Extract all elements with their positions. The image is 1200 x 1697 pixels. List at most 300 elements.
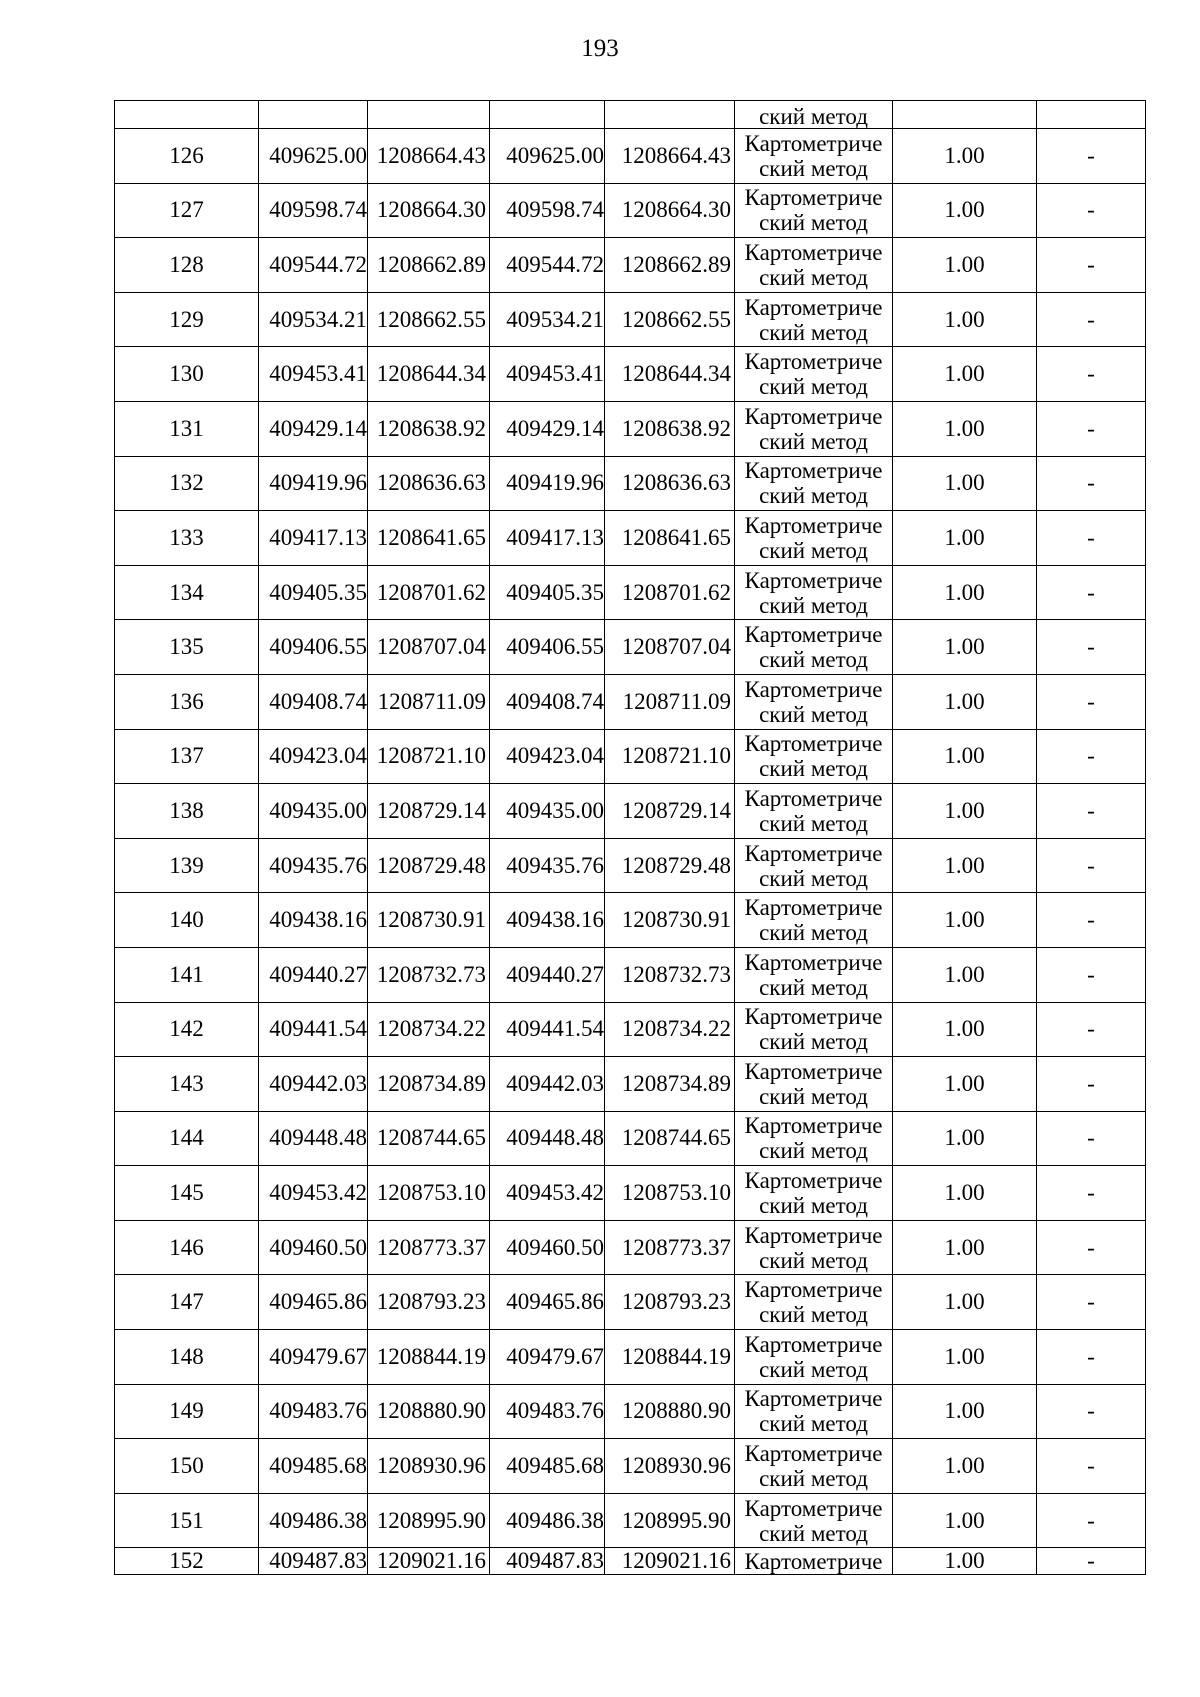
table-row (115, 620, 1146, 675)
point-number-cell: 151 (115, 1493, 259, 1548)
x-coordinate-cell: 409405.35 (490, 565, 605, 620)
method-cell (735, 1493, 893, 1548)
x-coordinate-cell: 409408.74 (259, 674, 368, 729)
accuracy-cell: 1.00 (893, 1220, 1037, 1275)
method-cell (735, 1548, 893, 1575)
point-number-cell: 127 (115, 183, 259, 238)
method-cell (735, 838, 893, 893)
y-coordinate-cell: 1208641.65 (605, 511, 735, 566)
y-coordinate-cell: 1208930.96 (605, 1439, 735, 1494)
table-row (115, 565, 1146, 620)
method-line-2: ский метод (759, 756, 868, 782)
y-coordinate-cell: 1208701.62 (605, 565, 735, 620)
method-cell (735, 292, 893, 347)
method-line-2: ский метод (759, 974, 868, 1000)
y-coordinate-cell: 1208793.23 (368, 1275, 490, 1330)
y-coordinate-cell: 1208732.73 (368, 947, 490, 1002)
x-coordinate-cell: 409405.35 (259, 565, 368, 620)
y-coordinate-cell: 1208664.43 (605, 129, 735, 184)
method-line-2: ский метод (759, 483, 868, 509)
note-cell: - (1037, 1384, 1146, 1439)
note-cell: - (1037, 347, 1146, 402)
point-number-cell: 140 (115, 893, 259, 948)
y-coordinate-cell: 1208721.10 (368, 729, 490, 784)
cell-empty (259, 101, 368, 129)
accuracy-cell: 1.00 (893, 292, 1037, 347)
method-line-2: ский метод (759, 810, 868, 836)
method-line-2: ский метод (759, 1083, 868, 1109)
x-coordinate-cell: 409487.83 (259, 1548, 368, 1575)
x-coordinate-cell: 409479.67 (259, 1330, 368, 1385)
method-line-2: ский метод (759, 701, 868, 727)
method-line-2: ский метод (759, 1466, 868, 1492)
method-cell (735, 1002, 893, 1057)
x-coordinate-cell: 409441.54 (259, 1002, 368, 1057)
accuracy-cell: 1.00 (893, 893, 1037, 948)
point-number-cell: 152 (115, 1548, 259, 1575)
cell-empty (893, 101, 1037, 129)
note-cell: - (1037, 784, 1146, 839)
method-line-1: Картометриче (744, 130, 883, 156)
x-coordinate-cell: 409544.72 (259, 238, 368, 293)
y-coordinate-cell: 1208734.89 (368, 1057, 490, 1112)
x-coordinate-cell: 409465.86 (490, 1275, 605, 1330)
x-coordinate-cell: 409479.67 (490, 1330, 605, 1385)
x-coordinate-cell: 409441.54 (490, 1002, 605, 1057)
cell-empty (368, 101, 490, 129)
x-coordinate-cell: 409417.13 (259, 511, 368, 566)
point-number-cell: 130 (115, 347, 259, 402)
x-coordinate-cell: 409453.41 (259, 347, 368, 402)
method-line-1: Картометриче (744, 895, 883, 921)
method-cell (735, 565, 893, 620)
cell-empty (605, 101, 735, 129)
accuracy-cell: 1.00 (893, 347, 1037, 402)
method-line-1: Картометриче (744, 785, 883, 811)
y-coordinate-cell: 1208773.37 (368, 1220, 490, 1275)
accuracy-cell: 1.00 (893, 1384, 1037, 1439)
note-cell: - (1037, 1002, 1146, 1057)
method-line-2: ский метод (759, 374, 868, 400)
y-coordinate-cell: 1208711.09 (605, 674, 735, 729)
method-line-1: Картометриче (744, 1441, 883, 1467)
x-coordinate-cell: 409435.76 (490, 838, 605, 893)
y-coordinate-cell: 1208662.55 (605, 292, 735, 347)
note-cell: - (1037, 1493, 1146, 1548)
cell-empty (490, 101, 605, 129)
note-cell: - (1037, 893, 1146, 948)
method-line-1: Картометриче (744, 1168, 883, 1194)
method-cell (735, 129, 893, 184)
table-row (115, 511, 1146, 566)
method-cell (735, 511, 893, 566)
method-cell (735, 674, 893, 729)
method-cell (735, 1111, 893, 1166)
accuracy-cell: 1.00 (893, 1002, 1037, 1057)
point-number-cell: 138 (115, 784, 259, 839)
table-row (115, 1548, 1146, 1575)
accuracy-cell: 1.00 (893, 238, 1037, 293)
y-coordinate-cell: 1208730.91 (368, 893, 490, 948)
note-cell: - (1037, 1275, 1146, 1330)
method-line-1: Картометриче (744, 1058, 883, 1084)
table-row (115, 1330, 1146, 1385)
point-number-cell: 129 (115, 292, 259, 347)
point-number-cell: 148 (115, 1330, 259, 1385)
method-line-1: Картометриче (744, 1222, 883, 1248)
note-cell: - (1037, 401, 1146, 456)
method-cell (735, 101, 893, 129)
note-cell: - (1037, 838, 1146, 893)
method-line-1: Картометриче (744, 1277, 883, 1303)
x-coordinate-cell: 409453.42 (490, 1166, 605, 1221)
method-line-1: Картометриче (744, 1113, 883, 1139)
y-coordinate-cell: 1208773.37 (605, 1220, 735, 1275)
accuracy-cell: 1.00 (893, 1166, 1037, 1221)
point-number-cell: 150 (115, 1439, 259, 1494)
method-cell (735, 1384, 893, 1439)
table-row (115, 1002, 1146, 1057)
y-coordinate-cell: 1208753.10 (605, 1166, 735, 1221)
point-number-cell: 126 (115, 129, 259, 184)
accuracy-cell: 1.00 (893, 456, 1037, 511)
method-cell (735, 1275, 893, 1330)
y-coordinate-cell: 1208644.34 (368, 347, 490, 402)
y-coordinate-cell: 1208734.89 (605, 1057, 735, 1112)
method-cell (735, 1220, 893, 1275)
note-cell: - (1037, 1057, 1146, 1112)
x-coordinate-cell: 409417.13 (490, 511, 605, 566)
x-coordinate-cell: 409408.74 (490, 674, 605, 729)
table-row (115, 456, 1146, 511)
method-line-1: Картометриче (744, 731, 883, 757)
note-cell: - (1037, 947, 1146, 1002)
table-row (115, 1111, 1146, 1166)
y-coordinate-cell: 1209021.16 (368, 1548, 490, 1575)
table-row (115, 729, 1146, 784)
method-line-1: Картометриче (744, 622, 883, 648)
accuracy-cell: 1.00 (893, 1111, 1037, 1166)
point-number-cell: 146 (115, 1220, 259, 1275)
method-line-1: Картометриче (744, 512, 883, 538)
note-cell: - (1037, 729, 1146, 784)
table-row (115, 238, 1146, 293)
method-line-1: Картометриче (744, 1331, 883, 1357)
method-cell (735, 347, 893, 402)
accuracy-cell: 1.00 (893, 838, 1037, 893)
method-line-1: Картометриче (744, 349, 883, 375)
table-row (115, 292, 1146, 347)
table-body (115, 101, 1146, 1575)
point-number-cell: 137 (115, 729, 259, 784)
method-line-1: Картометриче (744, 1548, 883, 1574)
table-row (115, 784, 1146, 839)
method-line-1: Картометриче (744, 840, 883, 866)
note-cell: - (1037, 292, 1146, 347)
method-line-2: ский метод (759, 1356, 868, 1382)
table-row-continuation (115, 101, 1146, 129)
method-line-2: ский метод (759, 264, 868, 290)
method-line-1: Картометриче (744, 1495, 883, 1521)
table-row (115, 1057, 1146, 1112)
x-coordinate-cell: 409440.27 (259, 947, 368, 1002)
note-cell: - (1037, 456, 1146, 511)
x-coordinate-cell: 409435.76 (259, 838, 368, 893)
y-coordinate-cell: 1208638.92 (368, 401, 490, 456)
table-row (115, 838, 1146, 893)
method-cell (735, 729, 893, 784)
note-cell: - (1037, 565, 1146, 620)
method-line-2: ский метод (759, 1302, 868, 1328)
point-number-cell: 134 (115, 565, 259, 620)
note-cell: - (1037, 129, 1146, 184)
accuracy-cell: 1.00 (893, 784, 1037, 839)
y-coordinate-cell: 1208641.65 (368, 511, 490, 566)
point-number-cell: 149 (115, 1384, 259, 1439)
point-number-cell: 144 (115, 1111, 259, 1166)
note-cell: - (1037, 674, 1146, 729)
method-line-1: Картометриче (744, 185, 883, 211)
y-coordinate-cell: 1208995.90 (368, 1493, 490, 1548)
method-line-2: ский метод (759, 319, 868, 345)
page-number: 193 (581, 35, 619, 62)
accuracy-cell: 1.00 (893, 947, 1037, 1002)
method-cell (735, 1330, 893, 1385)
accuracy-cell: 1.00 (893, 1493, 1037, 1548)
x-coordinate-cell: 409598.74 (259, 183, 368, 238)
x-coordinate-cell: 409625.00 (490, 129, 605, 184)
y-coordinate-cell: 1208744.65 (368, 1111, 490, 1166)
y-coordinate-cell: 1208662.89 (605, 238, 735, 293)
point-number-cell: 147 (115, 1275, 259, 1330)
y-coordinate-cell: 1208707.04 (368, 620, 490, 675)
method-line-1: Картометриче (744, 458, 883, 484)
x-coordinate-cell: 409419.96 (490, 456, 605, 511)
method-line-1: Картометриче (744, 239, 883, 265)
coordinates-table (114, 100, 1146, 1575)
accuracy-cell: 1.00 (893, 674, 1037, 729)
y-coordinate-cell: 1208930.96 (368, 1439, 490, 1494)
y-coordinate-cell: 1208729.48 (368, 838, 490, 893)
method-cell (735, 456, 893, 511)
x-coordinate-cell: 409483.76 (259, 1384, 368, 1439)
y-coordinate-cell: 1208729.14 (605, 784, 735, 839)
y-coordinate-cell: 1208753.10 (368, 1166, 490, 1221)
x-coordinate-cell: 409442.03 (259, 1057, 368, 1112)
accuracy-cell: 1.00 (893, 1330, 1037, 1385)
table-row (115, 1493, 1146, 1548)
method-line-2: ский метод (759, 1247, 868, 1273)
method-line-1: Картометриче (744, 567, 883, 593)
x-coordinate-cell: 409625.00 (259, 129, 368, 184)
point-number-cell: 145 (115, 1166, 259, 1221)
x-coordinate-cell: 409423.04 (259, 729, 368, 784)
point-number-cell: 143 (115, 1057, 259, 1112)
table-row (115, 347, 1146, 402)
note-cell: - (1037, 1439, 1146, 1494)
y-coordinate-cell: 1208707.04 (605, 620, 735, 675)
x-coordinate-cell: 409423.04 (490, 729, 605, 784)
method-line-2: ский метод (759, 1411, 868, 1437)
note-cell: - (1037, 620, 1146, 675)
method-cell (735, 620, 893, 675)
x-coordinate-cell: 409429.14 (490, 401, 605, 456)
method-line-2: ский метод (759, 210, 868, 236)
y-coordinate-cell: 1208662.55 (368, 292, 490, 347)
x-coordinate-cell: 409406.55 (259, 620, 368, 675)
point-number-cell: 142 (115, 1002, 259, 1057)
method-line-1: Картометриче (744, 949, 883, 975)
method-line-1: Картометриче (744, 676, 883, 702)
method-line-1: Картометриче (744, 403, 883, 429)
method-line-2: ский метод (759, 647, 868, 673)
x-coordinate-cell: 409419.96 (259, 456, 368, 511)
method-line-1: Картометриче (744, 1004, 883, 1030)
method-line-2: ский метод (759, 537, 868, 563)
x-coordinate-cell: 409486.38 (490, 1493, 605, 1548)
method-line-1: Картометриче (744, 294, 883, 320)
x-coordinate-cell: 409598.74 (490, 183, 605, 238)
method-line-2: ский метод (759, 592, 868, 618)
x-coordinate-cell: 409453.42 (259, 1166, 368, 1221)
table-row (115, 1166, 1146, 1221)
y-coordinate-cell: 1208880.90 (605, 1384, 735, 1439)
method-line-1: Картометриче (744, 1386, 883, 1412)
point-number-cell: 141 (115, 947, 259, 1002)
table-row (115, 674, 1146, 729)
accuracy-cell: 1.00 (893, 401, 1037, 456)
table-row (115, 947, 1146, 1002)
y-coordinate-cell: 1208844.19 (605, 1330, 735, 1385)
point-number-cell: 128 (115, 238, 259, 293)
method-line-2: ский метод (759, 1193, 868, 1219)
accuracy-cell: 1.00 (893, 565, 1037, 620)
accuracy-cell: 1.00 (893, 1439, 1037, 1494)
method-line-2: ский метод (759, 428, 868, 454)
method-cell (735, 947, 893, 1002)
method-cell (735, 401, 893, 456)
y-coordinate-cell: 1208638.92 (605, 401, 735, 456)
y-coordinate-cell: 1208880.90 (368, 1384, 490, 1439)
table-row (115, 1439, 1146, 1494)
accuracy-cell: 1.00 (893, 729, 1037, 784)
accuracy-cell: 1.00 (893, 183, 1037, 238)
method-line-2: ский метод (759, 920, 868, 946)
table-row (115, 1384, 1146, 1439)
x-coordinate-cell: 409486.38 (259, 1493, 368, 1548)
table-row (115, 1275, 1146, 1330)
method-line-2: ский метод (759, 155, 868, 181)
y-coordinate-cell: 1208664.30 (605, 183, 735, 238)
accuracy-cell: 1.00 (893, 1275, 1037, 1330)
point-number-cell: 133 (115, 511, 259, 566)
y-coordinate-cell: 1208844.19 (368, 1330, 490, 1385)
x-coordinate-cell: 409406.55 (490, 620, 605, 675)
x-coordinate-cell: 409448.48 (490, 1111, 605, 1166)
y-coordinate-cell: 1208734.22 (605, 1002, 735, 1057)
table-row (115, 129, 1146, 184)
x-coordinate-cell: 409460.50 (490, 1220, 605, 1275)
method-line-2: ский метод (759, 865, 868, 891)
method-cell (735, 893, 893, 948)
y-coordinate-cell: 1208730.91 (605, 893, 735, 948)
point-number-cell: 135 (115, 620, 259, 675)
accuracy-cell: 1.00 (893, 620, 1037, 675)
y-coordinate-cell: 1208711.09 (368, 674, 490, 729)
y-coordinate-cell: 1208729.48 (605, 838, 735, 893)
point-number-cell: 132 (115, 456, 259, 511)
method-cell (735, 784, 893, 839)
x-coordinate-cell: 409435.00 (259, 784, 368, 839)
accuracy-cell: 1.00 (893, 1548, 1037, 1575)
table-row (115, 401, 1146, 456)
table-row (115, 183, 1146, 238)
y-coordinate-cell: 1209021.16 (605, 1548, 735, 1575)
note-cell: - (1037, 511, 1146, 566)
x-coordinate-cell: 409435.00 (490, 784, 605, 839)
method-line-2: ский метод (759, 1029, 868, 1055)
method-cell (735, 183, 893, 238)
y-coordinate-cell: 1208644.34 (605, 347, 735, 402)
accuracy-cell: 1.00 (893, 1057, 1037, 1112)
y-coordinate-cell: 1208664.43 (368, 129, 490, 184)
x-coordinate-cell: 409429.14 (259, 401, 368, 456)
x-coordinate-cell: 409453.41 (490, 347, 605, 402)
method-cell (735, 1057, 893, 1112)
note-cell: - (1037, 1548, 1146, 1575)
method-continuation: ский метод (759, 104, 868, 129)
note-cell: - (1037, 1166, 1146, 1221)
x-coordinate-cell: 409544.72 (490, 238, 605, 293)
y-coordinate-cell: 1208729.14 (368, 784, 490, 839)
x-coordinate-cell: 409438.16 (490, 893, 605, 948)
y-coordinate-cell: 1208701.62 (368, 565, 490, 620)
method-cell (735, 1439, 893, 1494)
x-coordinate-cell: 409442.03 (490, 1057, 605, 1112)
x-coordinate-cell: 409534.21 (490, 292, 605, 347)
accuracy-cell: 1.00 (893, 129, 1037, 184)
y-coordinate-cell: 1208995.90 (605, 1493, 735, 1548)
x-coordinate-cell: 409485.68 (490, 1439, 605, 1494)
y-coordinate-cell: 1208732.73 (605, 947, 735, 1002)
y-coordinate-cell: 1208636.63 (605, 456, 735, 511)
x-coordinate-cell: 409465.86 (259, 1275, 368, 1330)
x-coordinate-cell: 409438.16 (259, 893, 368, 948)
y-coordinate-cell: 1208664.30 (368, 183, 490, 238)
note-cell: - (1037, 1220, 1146, 1275)
note-cell: - (1037, 1111, 1146, 1166)
x-coordinate-cell: 409448.48 (259, 1111, 368, 1166)
x-coordinate-cell: 409483.76 (490, 1384, 605, 1439)
y-coordinate-cell: 1208734.22 (368, 1002, 490, 1057)
cell-empty (115, 101, 259, 129)
x-coordinate-cell: 409534.21 (259, 292, 368, 347)
note-cell: - (1037, 183, 1146, 238)
accuracy-cell: 1.00 (893, 511, 1037, 566)
table-row (115, 893, 1146, 948)
y-coordinate-cell: 1208662.89 (368, 238, 490, 293)
method-cell (735, 1166, 893, 1221)
method-line-2: ский метод (759, 1138, 868, 1164)
table-row (115, 1220, 1146, 1275)
y-coordinate-cell: 1208793.23 (605, 1275, 735, 1330)
point-number-cell: 139 (115, 838, 259, 893)
y-coordinate-cell: 1208636.63 (368, 456, 490, 511)
x-coordinate-cell: 409460.50 (259, 1220, 368, 1275)
cell-empty (1037, 101, 1146, 129)
y-coordinate-cell: 1208721.10 (605, 729, 735, 784)
point-number-cell: 131 (115, 401, 259, 456)
